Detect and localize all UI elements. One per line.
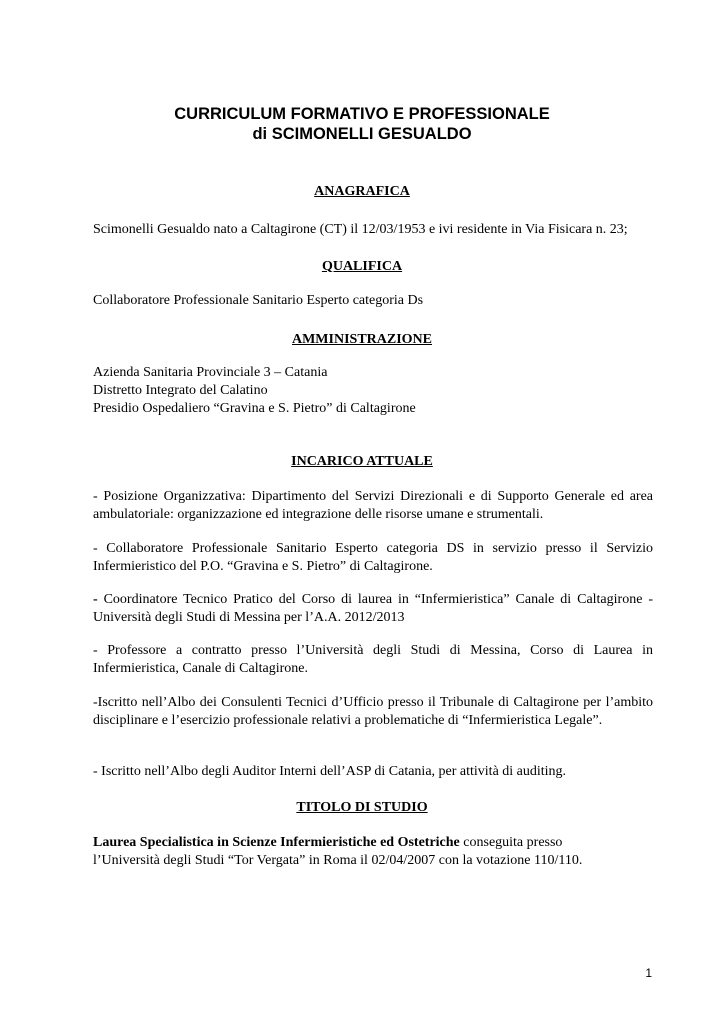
anagrafica-text: Scimonelli Gesualdo nato a Caltagirone (CT) il 12/03/1953 e ivi residente in Via Fisicara n. 23; (93, 222, 628, 237)
heading-amministrazione: AMMINISTRAZIONE (291, 332, 432, 347)
titolo-rest-line1: conseguita presso (459, 835, 563, 850)
titolo-degree: Laurea Specialistica in Scienze Infermieristiche ed Ostetriche (93, 835, 460, 850)
incarico-item-3-dash: - (93, 592, 104, 607)
amministrazione-line: Presidio Ospedaliero “Gravina e S. Pietro” di Caltagirone (93, 401, 416, 416)
amministrazione-line: Azienda Sanitaria Provinciale 3 – Catania (93, 365, 328, 380)
heading-incarico-attuale: INCARICO ATTUALE (291, 454, 433, 469)
document-subtitle: di SCIMONELLI GESUALDO (252, 125, 472, 143)
titolo-text (93, 834, 653, 870)
incarico-item-6: - Iscritto nell’Albo degli Auditor Interni dell’ASP di Catania, per attività di auditing. (93, 764, 567, 779)
heading-titolo-di-studio: TITOLO DI STUDIO (296, 800, 428, 815)
amministrazione-line: Distretto Integrato del Calatino (93, 383, 268, 398)
incarico-item-4: - Professore a contratto presso l’Università degli Studi di Messina, Corso di Laurea in Infermieristica, Canale di Caltagirone. (93, 643, 653, 676)
page-number: 1 (645, 966, 652, 980)
incarico-item-3-text: Coordinatore Tecnico Pratico del Corso di laurea in “Infermieristica” Canale di Caltagirone - Università degli Studi di Messina per l’A.A. 2012/2013 (93, 592, 653, 625)
heading-anagrafica: ANAGRAFICA (314, 184, 410, 199)
document-title: CURRICULUM FORMATIVO E PROFESSIONALE (174, 105, 550, 123)
incarico-item-2: - Collaboratore Professionale Sanitario Esperto categoria DS in servizio presso il Servizio Infermieristico del P.O. “Gravina e S. Pietro” di Caltagirone. (93, 541, 653, 574)
titolo-line2: l’Università degli Studi “Tor Vergata” in Roma il 02/04/2007 con la votazione 110/110. (93, 853, 583, 868)
amministrazione-block (93, 364, 653, 418)
heading-qualifica: QUALIFICA (321, 259, 403, 274)
incarico-item-5: -Iscritto nell’Albo dei Consulenti Tecnici d’Ufficio presso il Tribunale di Caltagirone per l’ambito disciplinare e l’esercizio professionale relativi a problematiche di “Infermieristica Legale”. (93, 695, 653, 728)
incarico-item-1: - Posizione Organizzativa: Dipartimento del Servizi Direzionali e di Supporto Generale ed area ambulatoriale: organizzazione ed integrazione delle risorse umane e strumentali. (93, 489, 653, 522)
qualifica-text: Collaboratore Professionale Sanitario Esperto categoria Ds (93, 293, 424, 308)
incarico-item-3 (93, 591, 653, 627)
